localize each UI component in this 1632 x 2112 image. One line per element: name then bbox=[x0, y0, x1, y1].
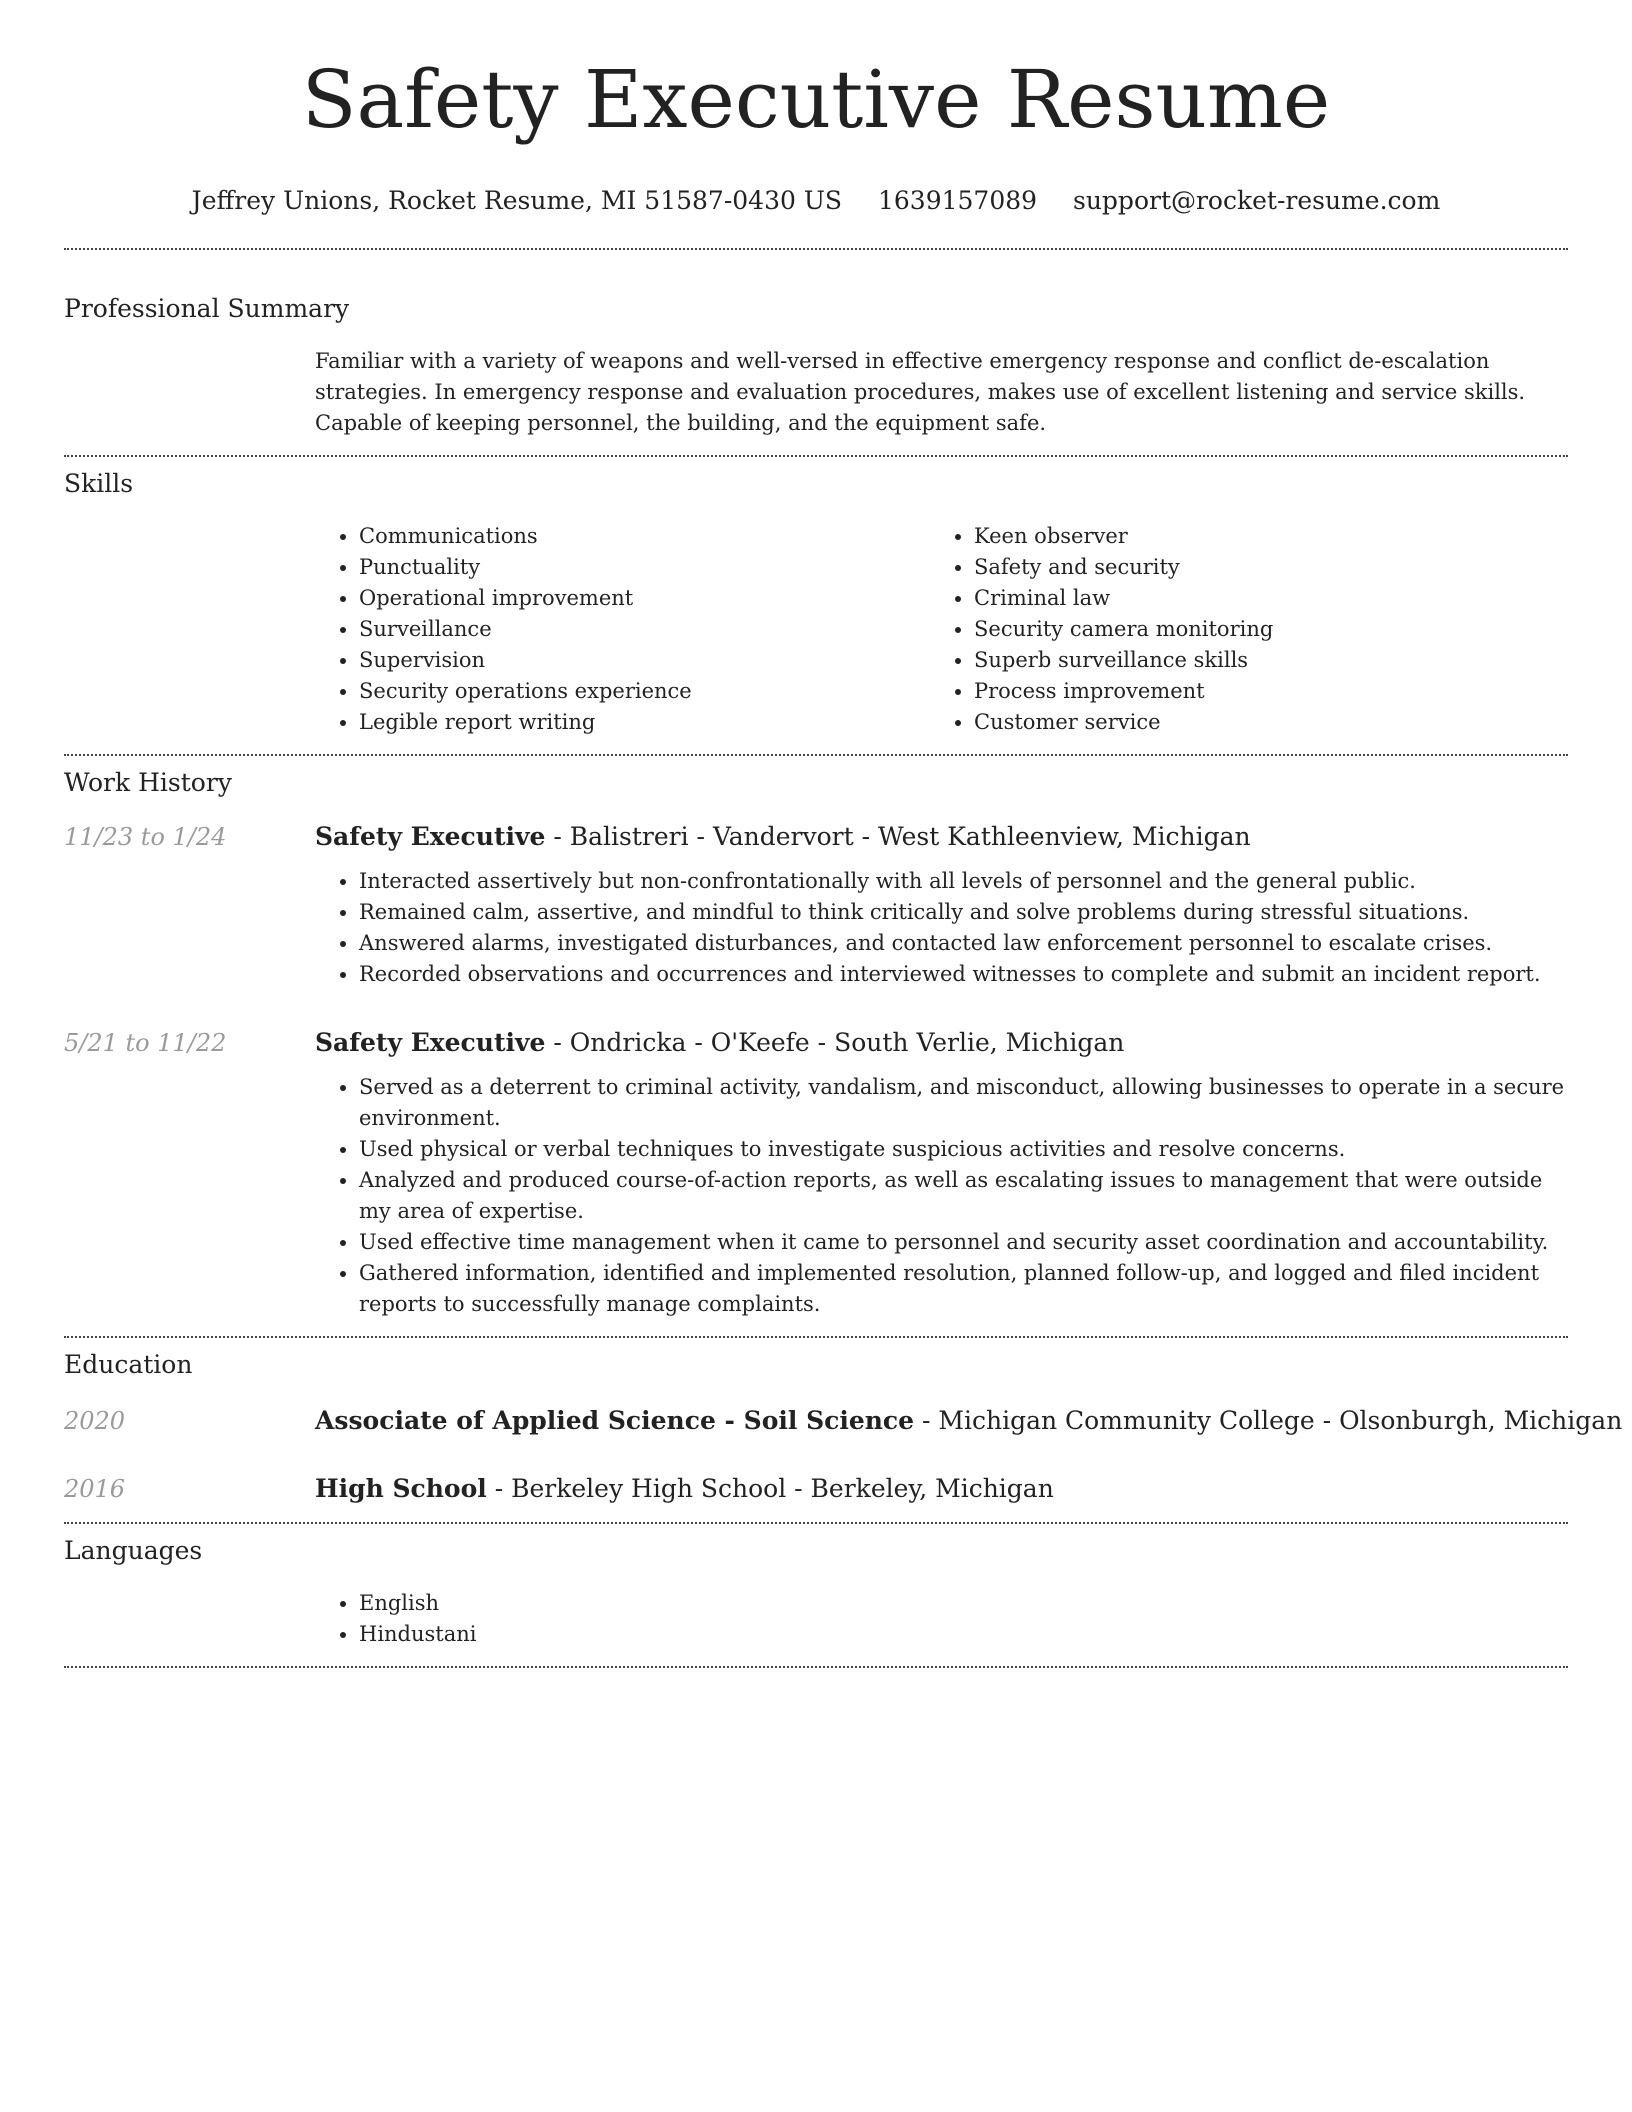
job-entry bbox=[64, 1026, 1568, 1320]
job-dates: 11/23 to 1/24 bbox=[64, 823, 227, 851]
job-bullet: • Interacted assertively but non-confrontationally with all levels of personnel and the general public. bbox=[359, 866, 1568, 897]
skills-section bbox=[64, 467, 1568, 738]
divider bbox=[64, 248, 1568, 250]
contact-address: Jeffrey Unions, Rocket Resume, MI 51587-0430 US bbox=[191, 186, 843, 215]
education-details: - Berkeley High School - Berkeley, Michigan bbox=[486, 1474, 1054, 1503]
summary-text: Familiar with a variety of weapons and well-versed in effective emergency response and conflict de-escalation strategies. In emergency response and evaluation procedures, makes use of excellent listening and service skills. Capable of keeping personnel, the building, and the equipment safe. bbox=[315, 349, 1526, 435]
divider bbox=[64, 754, 1568, 756]
job-bullet: • Used effective time management when it came to personnel and security asset coordination and accountability. bbox=[359, 1227, 1568, 1258]
education-section bbox=[64, 1348, 1623, 1506]
job-bullet: • Gathered information, identified and implemented resolution, planned follow-up, and logged and filed incident reports to successfully manage complaints. bbox=[359, 1258, 1568, 1320]
job-dates: 5/21 to 11/22 bbox=[64, 1029, 227, 1057]
divider bbox=[64, 1522, 1568, 1524]
skills-list-right bbox=[930, 521, 1545, 738]
education-degree: Associate of Applied Science - Soil Science bbox=[315, 1406, 915, 1435]
job-details: - Balistreri - Vandervort - West Kathleenview, Michigan bbox=[545, 822, 1251, 851]
contact-email: support@rocket-resume.com bbox=[1073, 186, 1441, 215]
contact-phone: 1639157089 bbox=[877, 186, 1038, 215]
skill-item: • Security operations experience bbox=[359, 676, 930, 707]
skills-list-left bbox=[315, 521, 930, 738]
divider bbox=[64, 455, 1568, 457]
skill-item: • Safety and security bbox=[974, 552, 1545, 583]
skill-item: • Keen observer bbox=[974, 521, 1545, 552]
education-heading-line bbox=[315, 1404, 1622, 1438]
skills-grid bbox=[315, 521, 1568, 738]
skill-item: • Punctuality bbox=[359, 552, 930, 583]
education-year: 2020 bbox=[64, 1407, 126, 1435]
job-details: - Ondricka - O'Keefe - South Verlie, Michigan bbox=[545, 1028, 1125, 1057]
languages-list bbox=[315, 1588, 1568, 1650]
job-entry bbox=[64, 820, 1568, 990]
job-title: Safety Executive bbox=[315, 1028, 546, 1057]
skill-item: • Superb surveillance skills bbox=[974, 645, 1545, 676]
summary-heading: Professional Summary bbox=[64, 294, 350, 323]
education-entry bbox=[64, 1404, 1623, 1438]
skill-item: • Criminal law bbox=[974, 583, 1545, 614]
job-bullet: • Recorded observations and occurrences and interviewed witnesses to complete and submit an incident report. bbox=[359, 959, 1568, 990]
languages-section bbox=[64, 1534, 1568, 1650]
divider bbox=[64, 1336, 1568, 1338]
job-bullets bbox=[315, 866, 1568, 990]
job-bullet: • Analyzed and produced course-of-action reports, as well as escalating issues to management that were outside my area of expertise. bbox=[359, 1165, 1568, 1227]
skill-item: • Surveillance bbox=[359, 614, 930, 645]
skill-item: • Process improvement bbox=[974, 676, 1545, 707]
summary-section bbox=[64, 292, 1568, 439]
skill-item: • Security camera monitoring bbox=[974, 614, 1545, 645]
skill-item: • Communications bbox=[359, 521, 930, 552]
work-heading: Work History bbox=[64, 768, 232, 797]
job-bullet: • Remained calm, assertive, and mindful to think critically and solve problems during stressful situations. bbox=[359, 897, 1568, 928]
education-heading-line bbox=[315, 1472, 1054, 1506]
divider bbox=[64, 1666, 1568, 1668]
education-degree: High School bbox=[315, 1474, 487, 1503]
job-heading bbox=[315, 1026, 1124, 1060]
language-item: • Hindustani bbox=[359, 1619, 1568, 1650]
skill-item: • Customer service bbox=[974, 707, 1545, 738]
job-bullet: • Used physical or verbal techniques to investigate suspicious activities and resolve concerns. bbox=[359, 1134, 1568, 1165]
education-details: - Michigan Community College - Olsonburgh, Michigan bbox=[914, 1406, 1623, 1435]
resume-title: Safety Executive Resume bbox=[301, 53, 1331, 146]
job-bullet: • Served as a deterrent to criminal activity, vandalism, and misconduct, allowing businesses to operate in a secure environment. bbox=[359, 1072, 1568, 1134]
education-entry bbox=[64, 1472, 1568, 1506]
skill-item: • Legible report writing bbox=[359, 707, 930, 738]
contact-line bbox=[64, 184, 1568, 218]
skills-heading: Skills bbox=[64, 469, 134, 498]
education-heading: Education bbox=[64, 1350, 193, 1379]
skill-item: • Supervision bbox=[359, 645, 930, 676]
job-bullet: • Answered alarms, investigated disturbances, and contacted law enforcement personnel to escalate crises. bbox=[359, 928, 1568, 959]
language-item: • English bbox=[359, 1588, 1568, 1619]
work-section bbox=[64, 766, 1568, 1320]
skill-item: • Operational improvement bbox=[359, 583, 930, 614]
job-bullets bbox=[315, 1072, 1568, 1320]
languages-heading: Languages bbox=[64, 1536, 203, 1565]
job-heading bbox=[315, 820, 1251, 854]
education-year: 2016 bbox=[64, 1475, 126, 1503]
job-title: Safety Executive bbox=[315, 822, 546, 851]
